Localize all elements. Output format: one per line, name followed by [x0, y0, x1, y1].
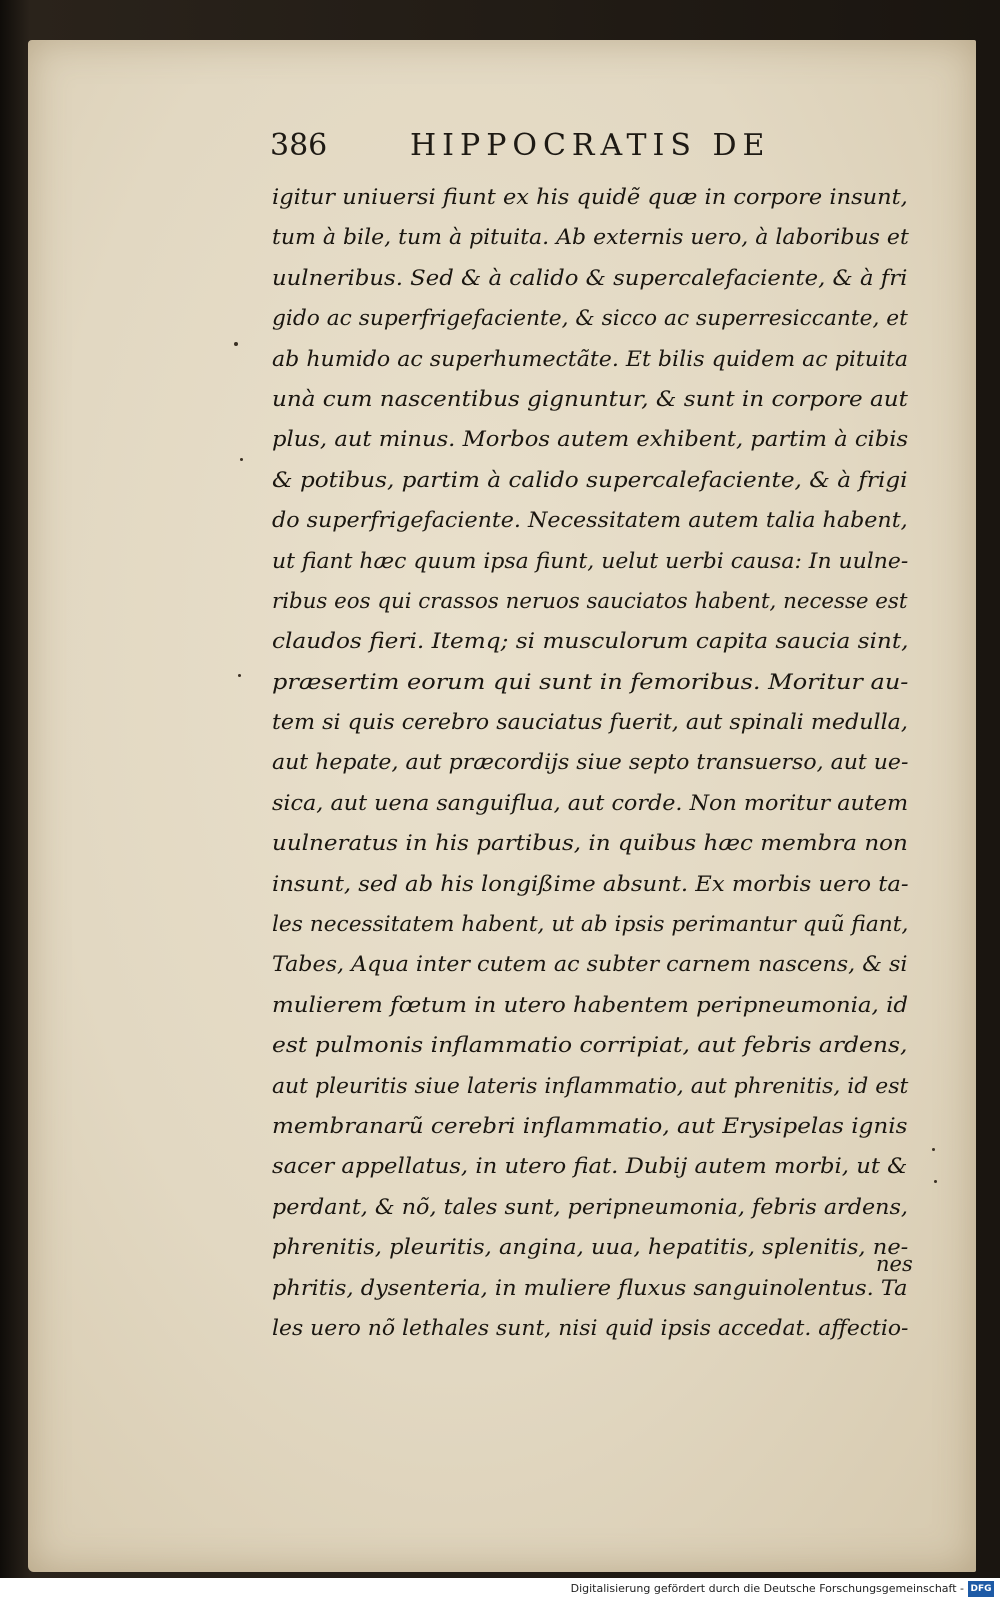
text-line: ribus eos qui crassos neruos sauciatos habent, necesse est [272, 588, 908, 614]
text-line: perdant, & nõ, tales sunt, peripneumonia, febris ardens, [272, 1194, 908, 1220]
text-line: gido ac superfrigefaciente, & sicco ac superresiccante, et [272, 306, 908, 332]
text-line: tum à bile, tum à pituita. Ab externis uero, à laboribus et [272, 225, 909, 251]
margin-speck [240, 458, 243, 461]
text-line: phritis, dysenteria, in muliere fluxus sanguinolentus. Ta [272, 1275, 908, 1301]
text-line: mulierem fœtum in utero habentem peripneumonia, id [272, 992, 909, 1018]
text-line: les uero nõ lethales sunt, nisi quid ipsis accedat. affectio- [272, 1315, 909, 1341]
text-line: insunt, sed ab his longißime absunt. Ex morbis uero ta- [272, 871, 909, 897]
text-line: sica, aut uena sanguiflua, aut corde. Non moritur autem [272, 790, 909, 816]
text-line: sacer appellatus, in utero fiat. Dubij autem morbi, ut & [272, 1154, 908, 1180]
text-line: tem si quis cerebro sauciatus fuerit, aut spinali medulla, [272, 710, 908, 736]
margin-speck [238, 674, 241, 677]
text-line: aut pleuritis siue lateris inflammatio, aut phrenitis, id est [272, 1073, 909, 1099]
text-line: claudos fieri. Itemq; si musculorum capita saucia sint, [272, 629, 909, 655]
text-line: uulneratus in his partibus, in quibus hæc membra non [272, 831, 908, 857]
text-line: unà cum nascentibus gignuntur, & sunt in corpore aut [272, 386, 908, 412]
running-title: HIPPOCRATIS DE [410, 128, 771, 163]
text-line: est pulmonis inflammatio corripiat, aut febris ardens, [272, 1033, 908, 1059]
dfg-logo: DFG [968, 1581, 994, 1597]
text-line: igitur uniuersi fiunt ex his quidẽ quæ in corpore insunt, [272, 185, 908, 210]
text-line: Tabes, Aqua inter cutem ac subter carnem nascens, & si [272, 952, 908, 978]
funding-credit: Digitalisierung gefördert durch die Deutsche Forschungsgemeinschaft - [570, 1582, 964, 1595]
text-line: phrenitis, pleuritis, angina, uua, hepatitis, splenitis, ne- [272, 1235, 909, 1261]
text-line: do superfrigefaciente. Necessitatem autem talia habent, [272, 508, 908, 534]
text-line: les necessitatem habent, ut ab ipsis perimantur quũ fiant, [272, 912, 909, 938]
margin-speck [234, 342, 238, 346]
text-line: & potibus, partim à calido supercalefaciente, & à frigi [272, 467, 908, 493]
catchword: nes [876, 1252, 913, 1276]
text-line: membranarũ cerebri inflammatio, aut Erysipelas ignis [272, 1113, 908, 1139]
text-line: uulneribus. Sed & à calido & supercalefaciente, & à fri [272, 265, 908, 291]
page-header [270, 128, 810, 172]
page-number: 386 [270, 128, 328, 163]
text-line: ab humido ac superhumectãte. Et bilis quidem ac pituita [272, 346, 909, 372]
footer-bar [0, 1578, 1000, 1602]
text-line: plus, aut minus. Morbos autem exhibent, partim à cibis [272, 427, 909, 453]
text-line: præsertim eorum qui sunt in femoribus. Moritur au- [272, 669, 909, 695]
text-line: aut hepate, aut præcordijs siue septo transuerso, aut ue- [272, 750, 909, 776]
text-line: ut fiant hæc quum ipsa fiunt, uelut uerbi causa: In uulne- [272, 548, 909, 574]
body-text [272, 178, 912, 1349]
